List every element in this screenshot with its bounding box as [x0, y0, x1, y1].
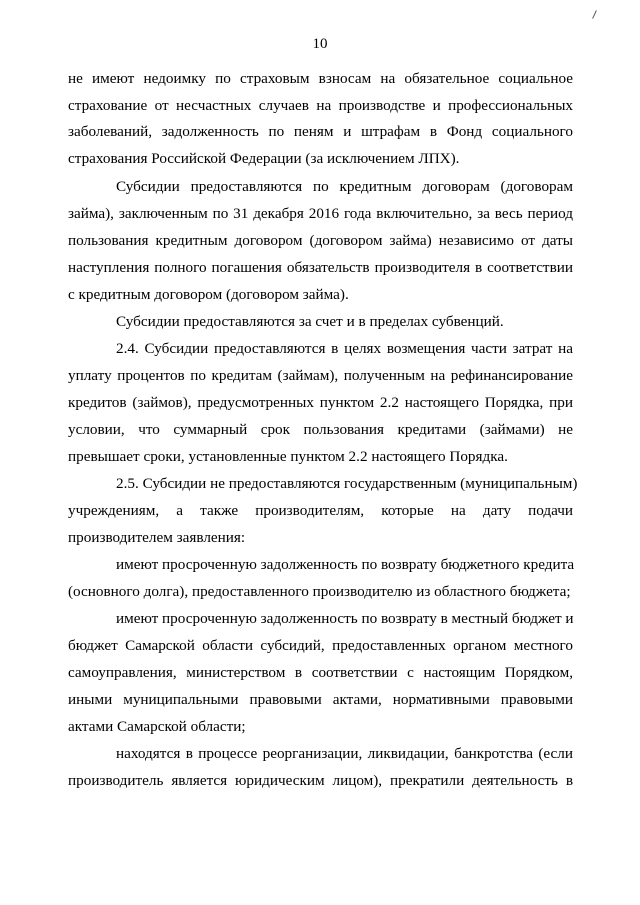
page-number: 10 [312, 36, 328, 52]
text-line: заболеваний, задолженность по пеням и штрафам в Фонд социального [68, 123, 573, 140]
paragraph-first-line: 2.5. Субсидии не предоставляются государственным (муниципальным) [116, 475, 578, 492]
text-line: самоуправления, министерством в соответствии с настоящим Порядком, [68, 664, 573, 681]
paragraph-first-line: находятся в процессе реорганизации, ликвидации, банкротства (если [116, 745, 573, 762]
text-line: уплату процентов по кредитам (займам), полученным на рефинансирование [68, 367, 573, 384]
text-line: кредитов (займов), предусмотренных пунктом 2.2 настоящего Порядка, при [68, 394, 573, 411]
text-line: не имеют недоимку по страховым взносам на обязательное социальное [68, 70, 573, 87]
text-line: учреждениям, а также производителям, которые на дату подачи [68, 502, 573, 519]
paragraph-first-line: Субсидии предоставляются за счет и в пределах субвенций. [116, 313, 504, 330]
text-line: производителем заявления: [68, 529, 246, 546]
text-line: бюджет Самарской области субсидий, предоставленных органом местного [68, 637, 573, 654]
text-line: актами Самарской области; [68, 718, 246, 735]
text-line: условии, что суммарный срок пользования кредитами (займами) не [68, 421, 573, 438]
text-line: производитель является юридическим лицом), прекратили деятельность в [68, 772, 573, 789]
scan-mark [592, 10, 597, 19]
paragraph-first-line: имеют просроченную задолженность по возврату в местный бюджет и [116, 610, 574, 627]
text-line: займа), заключенным по 31 декабря 2016 года включительно, за весь период [68, 205, 573, 222]
text-line: с кредитным договором (договором займа). [68, 286, 349, 303]
text-line: (основного долга), предоставленного производителю из областного бюджета; [68, 583, 571, 600]
text-line: превышает сроки, установленные пунктом 2.2 настоящего Порядка. [68, 448, 508, 465]
paragraph-first-line: 2.4. Субсидии предоставляются в целях возмещения части затрат на [116, 340, 573, 357]
text-line: наступления полного погашения обязательств производителя в соответствии [68, 259, 573, 276]
text-line: страхования Российской Федерации (за исключением ЛПХ). [68, 150, 460, 167]
text-line: пользования кредитным договором (договором займа) независимо от даты [68, 232, 573, 249]
text-line: иными муниципальными правовыми актами, нормативными правовыми [68, 691, 573, 708]
paragraph-first-line: Субсидии предоставляются по кредитным договорам (договорам [116, 178, 573, 195]
text-line: страхование от несчастных случаев на производстве и профессиональных [68, 97, 573, 114]
paragraph-first-line: имеют просроченную задолженность по возврату бюджетного кредита [116, 556, 575, 573]
